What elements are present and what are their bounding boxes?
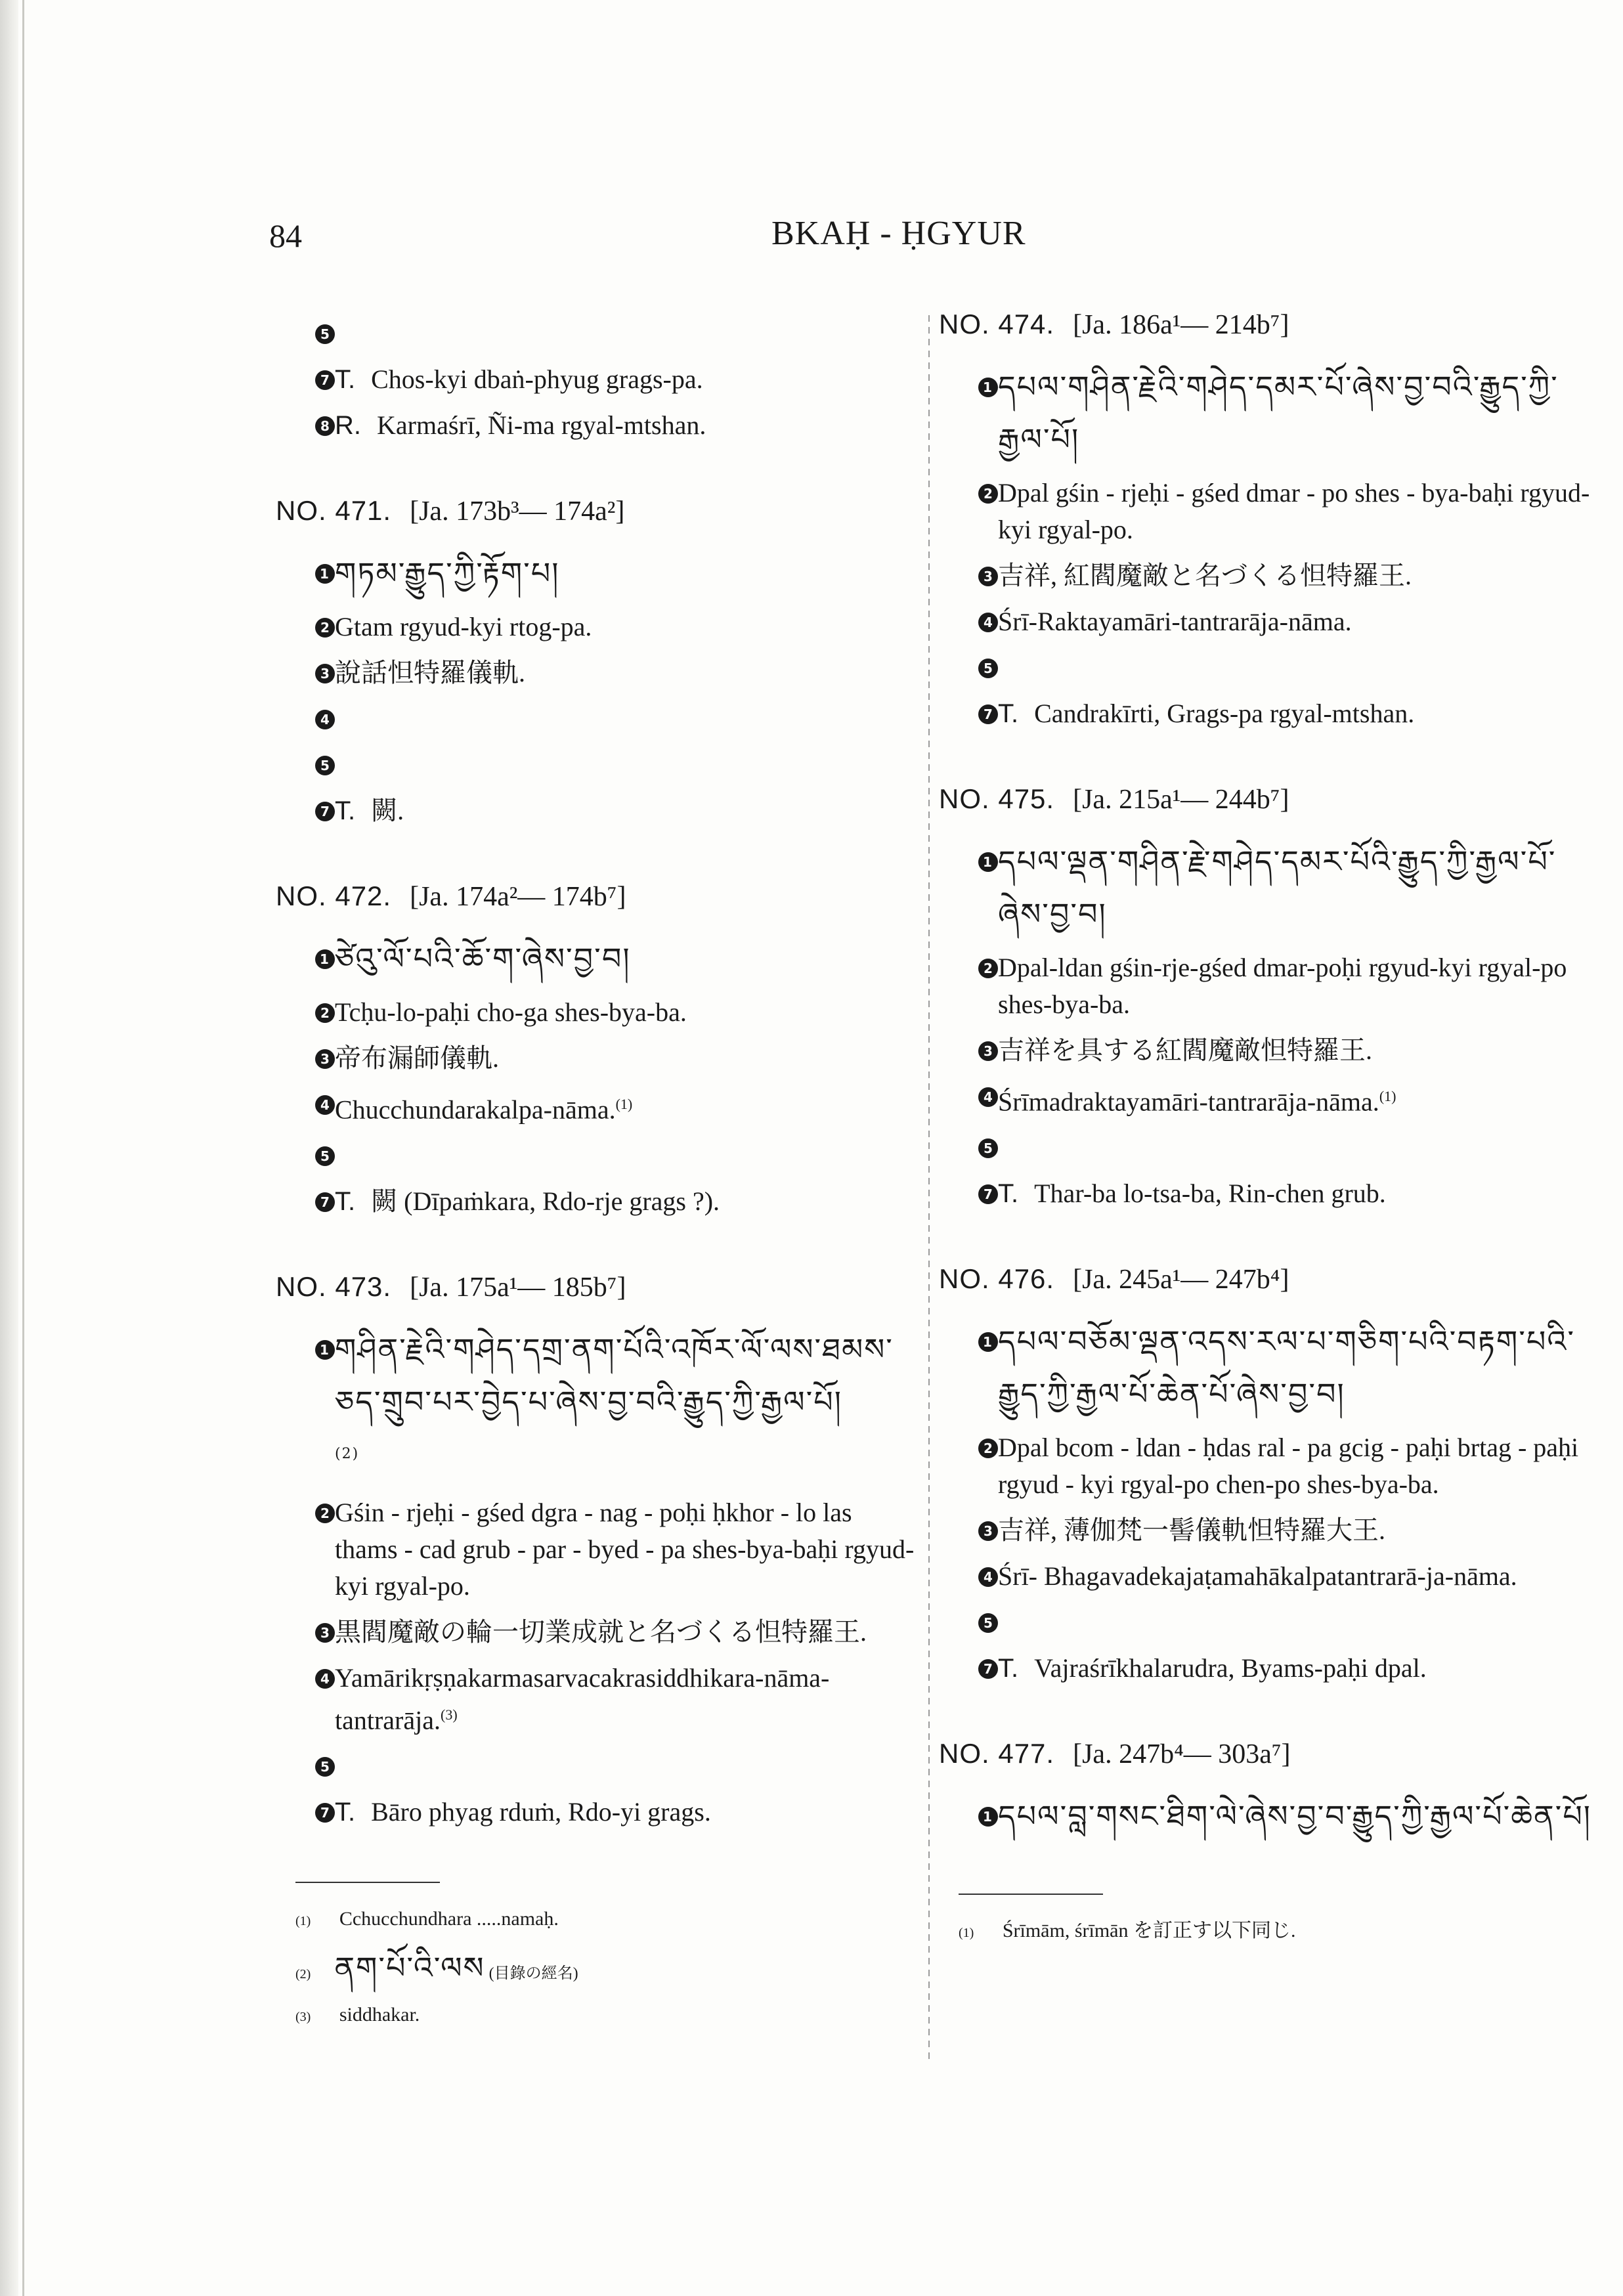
translator-tag: T. [998,1179,1019,1209]
entry-line [276,315,919,352]
tibetan-title: དཔལ་བླ་གསང་ཐིག་ལེ་ཞེས་བྱ་བ་རྒྱུད་ཀྱི་རྒྱལ་པོ་ཆེན་པོ། [998,1798,1592,1834]
footnote-ref: (1) [615,1096,633,1112]
entry-line [939,1604,1595,1641]
entry-line [939,475,1595,548]
footnote-text: siddhakar. [334,2003,420,2025]
entry-header [276,1271,919,1303]
entry-number: NO. 471. [276,495,392,526]
entry-text: Vajraśrīkhalarudra, Byams-paḥi dpal. [1034,1653,1427,1683]
entry-text: 闕 (Dīpaṁkara, Rdo-rje grags ?). [371,1186,720,1217]
item-marker-icon: 7 [315,802,335,821]
item-marker-icon: 1 [978,1807,998,1827]
entry-text: Śrīmadraktayamāri-tantrarāja-nāma. [998,1087,1379,1117]
item-marker-icon: 2 [315,618,335,638]
entry-text: Tcḥu-lo-paḥi cho-ga shes-bya-ba. [335,997,687,1027]
item-marker-icon: 5 [315,756,335,775]
entry-line [939,557,1595,594]
footnote-tibetan: ནག་པོ་འི་ལས [334,1949,485,1985]
entry-line [276,994,919,1031]
footnote-mark: (3) [295,2009,311,2024]
item-marker-icon: 3 [315,664,335,683]
entry-text: Gśin - rjeḥi - gśed dgra - nag - poḥi ḥkhor - lo las thams - cad grub - par - byed - pa shes-bya-baḥi rgyud-kyi rgyal-po. [335,1497,915,1601]
entry-text: Karmaśrī, Ñi-ma rgyal-mtshan. [377,410,706,440]
catalogue-entry [939,1263,1595,1687]
page-binding-shadow [0,0,18,2296]
entry-line [939,1558,1595,1595]
item-marker-icon: 2 [315,1504,335,1523]
item-marker-icon: 1 [978,1332,998,1352]
footnote-mark: (2) [295,1966,311,1982]
catalogue-entry [276,495,919,829]
item-marker-icon: 4 [978,1087,998,1107]
entry-text: Dpal-ldan gśin-rje-gśed dmar-poḥi rgyud-kyi rgyal-po shes-bya-ba. [998,953,1567,1019]
tibetan-title: ཙེའུ་ལོ་པའི་ཆོ་ག་ཞེས་བྱ་བ། [335,941,631,976]
footnote [276,1899,919,1941]
item-marker-icon: 4 [315,1095,335,1115]
running-title: BKAḤ - ḤGYUR [771,215,1026,252]
entry-line [276,1748,919,1785]
entry-text: 吉祥, 薄伽梵一髻儀軌怛特羅大王. [998,1515,1385,1546]
item-marker-icon: 5 [315,1757,335,1777]
entry-header [276,880,919,913]
item-marker-icon: 5 [315,324,335,344]
entry-text: Gtam rgyud-kyi rtog-pa. [335,612,592,641]
catalogue-entry [939,309,1595,732]
entry-text: Śrī-Raktayamāri-tantrarāja-nāma. [998,607,1352,636]
entry-text: Candrakīrti, Grags-pa rgyal-mtshan. [1034,699,1415,728]
entry-line [276,701,919,737]
entry-line [939,1032,1595,1069]
entry-text: Thar-ba lo-tsa-ba, Rin-chen grub. [1034,1179,1386,1209]
folio-reference: [Ja. 173b³— 174a²] [410,496,625,527]
entry-line [939,1315,1595,1420]
entry-header [939,309,1595,341]
folio-reference: [Ja. 174a²— 174b⁷] [410,882,626,912]
item-marker-icon: 7 [978,1184,998,1204]
item-marker-icon: 8 [315,416,335,436]
page-binding-edge [22,0,24,2296]
entry-header [276,495,919,527]
catalogue-entry [939,1738,1595,1842]
entry-text: 黒閻魔敵の輪一切業成就と名づくる怛特羅王. [335,1616,867,1647]
footnote-text: Cchucchundhara .....namaḥ. [334,1907,559,1930]
translator-tag: T. [998,699,1019,728]
footnote-ref: (1) [1379,1088,1396,1104]
entry-line [276,1183,919,1220]
entry-header [939,1738,1595,1770]
item-marker-icon: 4 [315,1669,335,1689]
entry-number: NO. 474. [939,309,1055,339]
folio-reference: [Ja. 247b⁴— 303a⁷] [1073,1739,1291,1770]
entry-text: 說話怛特羅儀軌. [335,658,525,687]
entry-line [276,1086,919,1128]
right-column [939,309,1595,1953]
folio-reference: [Ja. 245a¹— 247b⁴] [1073,1265,1289,1295]
entry-line [276,932,919,985]
item-marker-icon: 2 [978,484,998,504]
entry-line [939,1175,1595,1212]
entry-number: NO. 472. [276,880,392,911]
entry-line [939,603,1595,640]
catalogue-entry [939,783,1595,1212]
entry-line [939,1650,1595,1687]
entry-line [939,835,1595,940]
item-marker-icon: 3 [978,1521,998,1541]
entry-line [939,949,1595,1023]
entry-line [276,547,919,599]
entry-line [276,1494,919,1605]
column-divider [928,315,930,2062]
entry-line [276,792,919,829]
footnote-ref: (3) [441,1706,458,1723]
item-marker-icon: 5 [978,1613,998,1633]
translator-tag: T. [335,796,356,825]
entry-line [276,407,919,444]
entry-line [276,1614,919,1651]
entry-text: Dpal gśin - rjeḥi - gśed dmar - po shes - bya-baḥi rgyud-kyi rgyal-po. [998,478,1590,544]
item-marker-icon: 1 [315,1340,335,1360]
footnote-mark: (1) [295,1913,311,1928]
tibetan-title: དཔལ་ལྡན་གཤིན་རྗེ་གཤེད་དམར་པོའི་རྒྱུད་ཀྱི་རྒྱལ་པོ་ཞེས་བྱ་བ། [998,844,1557,932]
translator-tag: R. [335,411,361,440]
item-marker-icon: 7 [315,370,335,390]
entry-number: NO. 475. [939,783,1055,814]
item-marker-icon: 4 [978,613,998,632]
item-marker-icon: 3 [315,1623,335,1643]
item-marker-icon: 7 [315,1803,335,1823]
entry-header [939,1263,1595,1295]
entry-number: NO. 476. [939,1263,1055,1295]
catalogue-entry [276,880,919,1220]
entry-line [276,747,919,783]
entry-line [939,1790,1595,1842]
folio-reference: [Ja. 186a¹— 214b⁷] [1073,310,1289,340]
entry-line [276,609,919,645]
item-marker-icon: 4 [315,710,335,729]
tibetan-title: དཔལ་གཤིན་རྗེའི་གཤེད་དམར་པོ་ཞེས་བྱ་བའི་རྒྱུད་ཀྱི་རྒྱལ་པོ། [998,369,1559,457]
entry-line [939,1129,1595,1166]
item-marker-icon: 5 [315,1146,335,1166]
entry-line [276,1137,919,1174]
item-marker-icon: 2 [978,959,998,978]
entry-text: Chos-kyi dbaṅ-phyug grags-pa. [371,364,703,394]
entry-text: 吉祥を具する紅閻魔敵怛特羅王. [998,1035,1372,1065]
entry-line [939,649,1595,686]
translator-tag: T. [335,1797,356,1827]
entry-text: 吉祥, 紅閻魔敵と名づくる怛特羅王. [998,561,1412,590]
item-marker-icon: 2 [315,1003,335,1023]
entry-number: NO. 477. [939,1738,1055,1769]
entry-line [276,1040,919,1077]
item-marker-icon: 7 [315,1192,335,1212]
footnote-mark: (1) [959,1926,974,1941]
translator-tag: T. [998,1654,1019,1683]
item-marker-icon: 1 [315,949,335,969]
footnote-rule [295,1882,440,1883]
folio-reference: [Ja. 175a¹— 185b⁷] [410,1272,626,1303]
item-marker-icon: 2 [978,1439,998,1458]
folio-reference: [Ja. 215a¹— 244b⁷] [1073,785,1289,815]
footnote [276,1941,919,1995]
item-marker-icon: 4 [978,1567,998,1587]
item-marker-icon: 7 [978,704,998,724]
footnote-ref: (2) [335,1446,360,1463]
entry-line [276,1794,919,1830]
footnote-text: (目錄の經名) [485,1964,578,1982]
translator-tag: T. [335,1187,356,1217]
tibetan-title: དཔལ་བཅོམ་ལྡན་འདས་རལ་པ་གཅིག་པའི་བརྟག་པའི་རྒྱུད་ཀྱི་རྒྱལ་པོ་ཆེན་པོ་ཞེས་བྱ་བ། [998,1324,1576,1412]
entry-line [939,695,1595,732]
entry-line [276,1660,919,1739]
translator-tag: T. [335,365,356,394]
item-marker-icon: 3 [978,1041,998,1061]
item-marker-icon: 3 [978,567,998,586]
left-column [276,315,919,2037]
footnote-text: Śrīmām, śrīmān を訂正す以下同じ. [997,1920,1296,1942]
entry-line [276,361,919,398]
entry-text: Śrī- Bhagavadekajaṭamahākalpatantrarā-ja-nāma. [998,1561,1517,1592]
entry-line [939,1429,1595,1503]
footnote-rule [959,1894,1103,1895]
item-marker-icon: 5 [978,1138,998,1158]
page-number: 84 [269,217,302,254]
footnote [939,1911,1595,1953]
entry-line [939,1512,1595,1549]
catalogue-entry [276,1271,919,1830]
entry-line [939,1078,1595,1120]
item-marker-icon: 3 [315,1049,335,1069]
entry-line [276,1323,919,1484]
tibetan-title: གཏམ་རྒྱུད་ཀྱི་རྟོག་པ། [335,555,560,591]
item-marker-icon: 7 [978,1659,998,1679]
entry-text: Chucchundarakalpa-nāma. [335,1094,616,1125]
entry-text: 帝布漏師儀軌. [335,1043,499,1073]
entry-text: 闕. [371,796,404,825]
item-marker-icon: 1 [978,378,998,397]
entry-line [276,655,919,691]
tibetan-title: གཤིན་རྗེའི་གཤེད་དགྲ་ནག་པོའི་འཁོར་ལོ་ལས་ཐམས་ཅད་གྲུབ་པར་བྱེད་པ་ཞེས་བྱ་བའི་རྒྱུད་ཀྱི་རྒྱལ་པོ། [335,1332,894,1420]
entry-text: Bāro phyag rduṁ, Rdo-yi grags. [371,1796,711,1827]
item-marker-icon: 1 [978,852,998,872]
entry-text: Yamārikṛṣṇakarmasarvacakrasiddhikara-nāma-tantrarāja. [335,1662,830,1735]
footnote [276,1995,919,2037]
entry-header [939,783,1595,815]
item-marker-icon: 5 [978,659,998,678]
entry-text: Dpal bcom - ldan - ḥdas ral - pa gcig - paḥi brtag - paḥi rgyud - kyi rgyal-po chen-po shes-bya-ba. [998,1433,1579,1500]
continued-entry [276,315,919,444]
item-marker-icon: 1 [315,564,335,584]
entry-number: NO. 473. [276,1271,392,1303]
entry-line [939,360,1595,466]
